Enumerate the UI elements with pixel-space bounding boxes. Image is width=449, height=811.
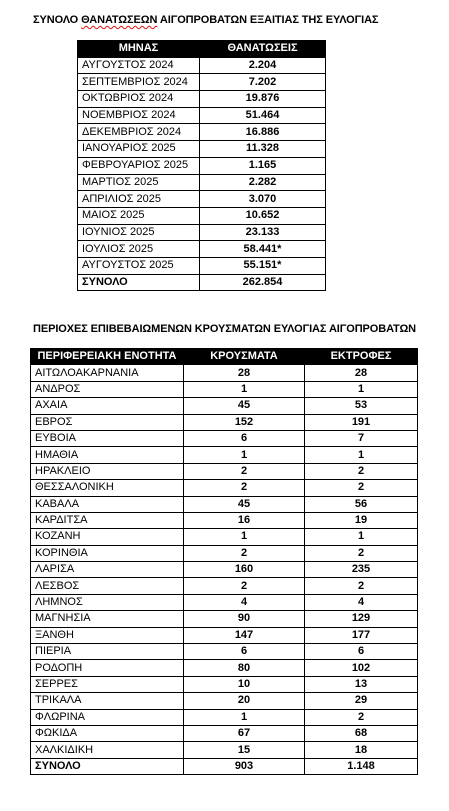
farms-cell: 1 [305,529,418,545]
cases-cell: 4 [184,594,305,610]
cases-cell: 45 [184,398,305,414]
month-cell: ΝΟΕΜΒΡΙΟΣ 2024 [78,107,200,124]
deaths-cell: 2.204 [200,57,326,74]
regional-unit-cell: ΚΑΒΑΛΑ [31,496,184,512]
total-row [78,274,326,291]
farms-cell: 18 [305,742,418,758]
table-row [31,381,418,397]
regional-unit-cell: ΑΙΤΩΛΟΑΚΑΡΝΑΝΙΑ [31,365,184,381]
table-row [31,594,418,610]
table-row [78,241,326,258]
deaths-cell: 58.441* [200,241,326,258]
farms-cell: 2 [305,545,418,561]
farms-cell: 29 [305,693,418,709]
regional-unit-cell: ΗΜΑΘΙΑ [31,447,184,463]
cases-table-body [31,365,418,775]
table-row [78,191,326,208]
table-row [31,430,418,446]
table-row [31,693,418,709]
table-row [31,644,418,660]
cases-cell: 2 [184,480,305,496]
table-row [31,676,418,692]
total-cases-cell: 903 [184,758,305,774]
deaths-table-body [78,57,326,291]
cases-cell: 20 [184,693,305,709]
farms-cell: 1 [305,447,418,463]
regional-unit-cell: ΛΗΜΝΟΣ [31,594,184,610]
cases-cell: 2 [184,578,305,594]
total-label-cell: ΣΥΝΟΛΟ [78,274,200,291]
cases-cell: 6 [184,430,305,446]
farms-cell: 235 [305,562,418,578]
cases-cell: 16 [184,512,305,528]
cases-cell: 1 [184,709,305,725]
deaths-cell: 23.133 [200,224,326,241]
regional-unit-cell: ΜΑΓΝΗΣΙΑ [31,611,184,627]
month-cell: ΙΑΝΟΥΑΡΙΟΣ 2025 [78,141,200,158]
regional-unit-cell: ΧΑΛΚΙΔΙΚΗ [31,742,184,758]
total-deaths-cell: 262.854 [200,274,326,291]
farms-cell: 177 [305,627,418,643]
regional-unit-cell: ΛΕΣΒΟΣ [31,578,184,594]
total-row [31,758,418,774]
cases-cell: 2 [184,463,305,479]
table-row [78,141,326,158]
column-header-cases: ΚΡΟΥΣΜΑΤΑ [184,349,305,365]
cases-cell: 6 [184,644,305,660]
farms-cell: 68 [305,725,418,741]
table-row [31,414,418,430]
regional-unit-cell: ΣΕΡΡΕΣ [31,676,184,692]
total-label-cell: ΣΥΝΟΛΟ [31,758,184,774]
table-row [78,257,326,274]
table-row [31,480,418,496]
regional-unit-cell: ΕΥΒΟΙΑ [31,430,184,446]
table-row [31,463,418,479]
farms-cell: 102 [305,660,418,676]
regional-unit-cell: ΗΡΑΚΛΕΙΟ [31,463,184,479]
table-row [31,512,418,528]
title-suffix: ΑΙΓΟΠΡΟΒΑΤΩΝ ΕΞΑΙΤΙΑΣ ΤΗΣ ΕΥΛΟΓΙΑΣ [157,14,379,26]
deaths-cell: 51.464 [200,107,326,124]
deaths-table [77,40,326,291]
month-cell: ΑΠΡΙΛΙΟΣ 2025 [78,191,200,208]
table-row [78,174,326,191]
table-row [31,611,418,627]
title-marked-word: ΘΑΝΑΤΩΣΕΩΝ [81,14,158,26]
regional-unit-cell: ΠΙΕΡΙΑ [31,644,184,660]
title-prefix: ΣΥΝΟΛΟ [33,14,82,26]
cases-cell: 147 [184,627,305,643]
table-row [31,545,418,561]
deaths-cell: 55.151* [200,257,326,274]
cases-cell: 67 [184,725,305,741]
month-cell: ΣΕΠΤΕΜΒΡΙΟΣ 2024 [78,74,200,91]
table-row [31,496,418,512]
table-header-row [78,41,326,58]
farms-cell: 2 [305,480,418,496]
deaths-cell: 3.070 [200,191,326,208]
regional-unit-cell: ΚΟΡΙΝΘΙΑ [31,545,184,561]
table-header-row [31,349,418,365]
farms-cell: 2 [305,463,418,479]
farms-cell: 129 [305,611,418,627]
table-row [78,224,326,241]
regional-unit-cell: ΕΒΡΟΣ [31,414,184,430]
regional-unit-cell: ΦΛΩΡΙΝΑ [31,709,184,725]
cases-cell: 1 [184,447,305,463]
farms-cell: 19 [305,512,418,528]
farms-cell: 56 [305,496,418,512]
farms-cell: 28 [305,365,418,381]
month-cell: ΔΕΚΕΜΒΡΙΟΣ 2024 [78,124,200,141]
cases-cell: 28 [184,365,305,381]
cases-cell: 2 [184,545,305,561]
column-header-farms: ΕΚΤΡΟΦΕΣ [305,349,418,365]
column-header-month: ΜΗΝΑΣ [78,41,200,58]
table-row [78,207,326,224]
month-cell: ΦΕΒΡΟΥΑΡΙΟΣ 2025 [78,157,200,174]
regional-unit-cell: ΞΑΝΘΗ [31,627,184,643]
month-cell: ΙΟΥΝΙΟΣ 2025 [78,224,200,241]
table-row [31,627,418,643]
deaths-cell: 19.876 [200,91,326,108]
cases-cell: 10 [184,676,305,692]
cases-table-title: ΠΕΡΙΟΧΕΣ ΕΠΙΒΕΒΑΙΩΜΕΝΩΝ ΚΡΟΥΣΜΑΤΩΝ ΕΥΛΟΓΙΑΣ ΑΙΓΟΠΡΟΒΑΤΩΝ [33,323,417,335]
farms-cell: 4 [305,594,418,610]
farms-cell: 191 [305,414,418,430]
cases-cell: 152 [184,414,305,430]
table-row [78,157,326,174]
farms-cell: 1 [305,381,418,397]
cases-cell: 1 [184,529,305,545]
table-row [31,709,418,725]
table-row [31,365,418,381]
table-row [78,57,326,74]
table-row [31,447,418,463]
deaths-cell: 7.202 [200,74,326,91]
table-row [31,398,418,414]
regional-unit-cell: ΛΑΡΙΣΑ [31,562,184,578]
table-row [31,562,418,578]
table-row [31,742,418,758]
table-row [31,660,418,676]
farms-cell: 6 [305,644,418,660]
month-cell: ΙΟΥΛΙΟΣ 2025 [78,241,200,258]
regional-unit-cell: ΤΡΙΚΑΛΑ [31,693,184,709]
deaths-cell: 2.282 [200,174,326,191]
month-cell: ΑΥΓΟΥΣΤΟΣ 2025 [78,257,200,274]
table-row [78,124,326,141]
table-row [78,74,326,91]
cases-table [30,348,418,775]
farms-cell: 2 [305,709,418,725]
regional-unit-cell: ΚΟΖΑΝΗ [31,529,184,545]
regional-unit-cell: ΚΑΡΔΙΤΣΑ [31,512,184,528]
total-farms-cell: 1.148 [305,758,418,774]
regional-unit-cell: ΦΩΚΙΔΑ [31,725,184,741]
farms-cell: 53 [305,398,418,414]
table-row [31,529,418,545]
month-cell: ΜΑΙΟΣ 2025 [78,207,200,224]
table-row [31,578,418,594]
deaths-cell: 1.165 [200,157,326,174]
deaths-cell: 16.886 [200,124,326,141]
table-row [31,725,418,741]
regional-unit-cell: ΑΧΑΙΑ [31,398,184,414]
column-header-deaths: ΘΑΝΑΤΩΣΕΙΣ [200,41,326,58]
table-row [78,91,326,108]
farms-cell: 2 [305,578,418,594]
cases-cell: 1 [184,381,305,397]
month-cell: ΜΑΡΤΙΟΣ 2025 [78,174,200,191]
cases-cell: 15 [184,742,305,758]
cases-cell: 90 [184,611,305,627]
regional-unit-cell: ΑΝΔΡΟΣ [31,381,184,397]
farms-cell: 7 [305,430,418,446]
cases-cell: 45 [184,496,305,512]
column-header-regional-unit: ΠΕΡΙΦΕΡΕΙΑΚΗ ΕΝΟΤΗΤΑ [31,349,184,365]
regional-unit-cell: ΡΟΔΟΠΗ [31,660,184,676]
deaths-cell: 11.328 [200,141,326,158]
table-row [78,107,326,124]
month-cell: ΑΥΓΟΥΣΤΟΣ 2024 [78,57,200,74]
regional-unit-cell: ΘΕΣΣΑΛΟΝΙΚΗ [31,480,184,496]
farms-cell: 13 [305,676,418,692]
cases-cell: 80 [184,660,305,676]
month-cell: ΟΚΤΩΒΡΙΟΣ 2024 [78,91,200,108]
deaths-cell: 10.652 [200,207,326,224]
deaths-table-title [33,14,378,26]
cases-cell: 160 [184,562,305,578]
